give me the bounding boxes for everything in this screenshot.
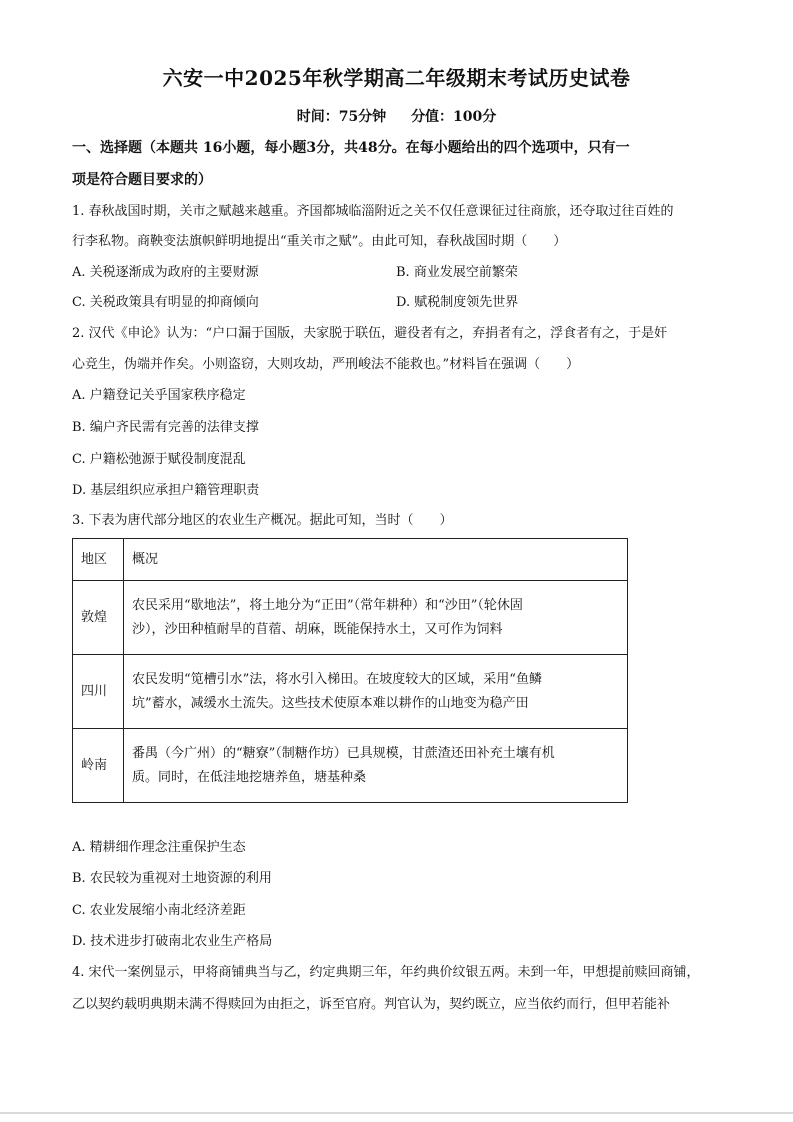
- q1-stem-line1: 1. 春秋战国时期，关市之赋越来越重。齐国都城临淄附近之关不仅任意课征过往商旅，还夺取过往百姓的: [72, 204, 674, 219]
- table-cell-overview: [124, 729, 628, 803]
- q1-option-b: B. 商业发展空前繁荣: [396, 265, 518, 280]
- table-cell-overview: [124, 655, 628, 729]
- exam-time: 时间：75分钟: [296, 109, 387, 125]
- agriculture-table: [72, 538, 628, 803]
- table-cell-region: 四川: [73, 655, 124, 729]
- q4-stem-line1: 4. 宋代一案例显示，甲将商铺典当与乙，约定典期三年，年约典价纹银五两。未到一年，甲想提前赎回商铺，: [72, 965, 700, 980]
- exam-meta: [0, 106, 793, 126]
- overview-line: 农民采用“歇地法”，将土地分为“正田”（常年耕种）和“沙田”（轮休固: [132, 597, 523, 613]
- q2-stem-line2: 心竞生，伪端并作矣。小则盗窃，大则攻劫，严刑峻法不能救也。”材料旨在强调（ ）: [72, 357, 580, 372]
- overview-line: 坑”蓄水，减缓水土流失。这些技术使原本难以耕作的山地变为稳产田: [132, 695, 529, 711]
- table-cell-overview: [124, 581, 628, 655]
- q2-option-b: B. 编户齐民需有完善的法律支撑: [72, 420, 259, 435]
- overview-line: 沙），沙田种植耐旱的苜蓿、胡麻，既能保持水土，又可作为饲料: [132, 621, 503, 637]
- table-row: [73, 729, 628, 803]
- section-heading-line2: 项是符合题目要求的）: [72, 172, 212, 188]
- table-header-overview: 概况: [124, 539, 628, 581]
- exam-title: 六安一中2025年秋学期高二年级期末考试历史试卷: [162, 66, 631, 90]
- table-header-row: [73, 539, 628, 581]
- q2-option-d: D. 基层组织应承担户籍管理职责: [72, 483, 260, 498]
- table-row: [73, 581, 628, 655]
- q2-stem-line1: 2. 汉代《申论》认为：“户口漏于国版，夫家脱于联伍，避役者有之，弃捐者有之，浮食者有之，于是奸: [72, 326, 668, 341]
- q1-stem-line2: 行李私物。商鞅变法旗帜鲜明地提出“重关市之赋”。由此可知，春秋战国时期（ ）: [72, 234, 567, 249]
- table-cell-region: 敦煌: [73, 581, 124, 655]
- page-bottom-divider: [0, 1112, 793, 1114]
- q2-option-c: C. 户籍松弛源于赋役制度混乱: [72, 452, 246, 467]
- q1-option-c: C. 关税政策具有明显的抑商倾向: [72, 295, 259, 310]
- q3-option-b: B. 农民较为重视对土地资源的利用: [72, 871, 272, 886]
- q3-option-d: D. 技术进步打破南北农业生产格局: [72, 934, 273, 949]
- table-header-region: 地区: [73, 539, 124, 581]
- q3-option-a: A. 精耕细作理念注重保护生态: [72, 840, 246, 855]
- q1-option-d: D. 赋税制度领先世界: [396, 295, 519, 310]
- table-row: [73, 655, 628, 729]
- overview-line: 质。同时，在低洼地挖塘养鱼，塘基种桑: [132, 769, 367, 785]
- section-heading-line1: 一、选择题（本题共 16小题，每小题3分，共48分。在每小题给出的四个选项中，只有一: [72, 140, 630, 156]
- q4-stem-line2: 乙以契约载明典期未满不得赎回为由拒之，诉至官府。判官认为，契约既立，应当依约而行，但甲若能补: [72, 997, 671, 1012]
- overview-line: 农民发明“笕槽引水”法，将水引入梯田。在坡度较大的区域，采用“鱼鳞: [132, 671, 542, 687]
- q3-stem: 3. 下表为唐代部分地区的农业生产概况。据此可知，当时（ ）: [72, 513, 453, 528]
- q1-option-a: A. 关税逐渐成为政府的主要财源: [72, 265, 259, 280]
- exam-score: 分值：100分: [411, 109, 497, 125]
- q2-option-a: A. 户籍登记关乎国家秩序稳定: [72, 388, 246, 403]
- q3-option-c: C. 农业发展缩小南北经济差距: [72, 903, 246, 918]
- overview-line: 番禺（今广州）的“糖寮”（制糖作坊）已具规模，甘蔗渣还田补充土壤有机: [132, 745, 555, 761]
- table-cell-region: 岭南: [73, 729, 124, 803]
